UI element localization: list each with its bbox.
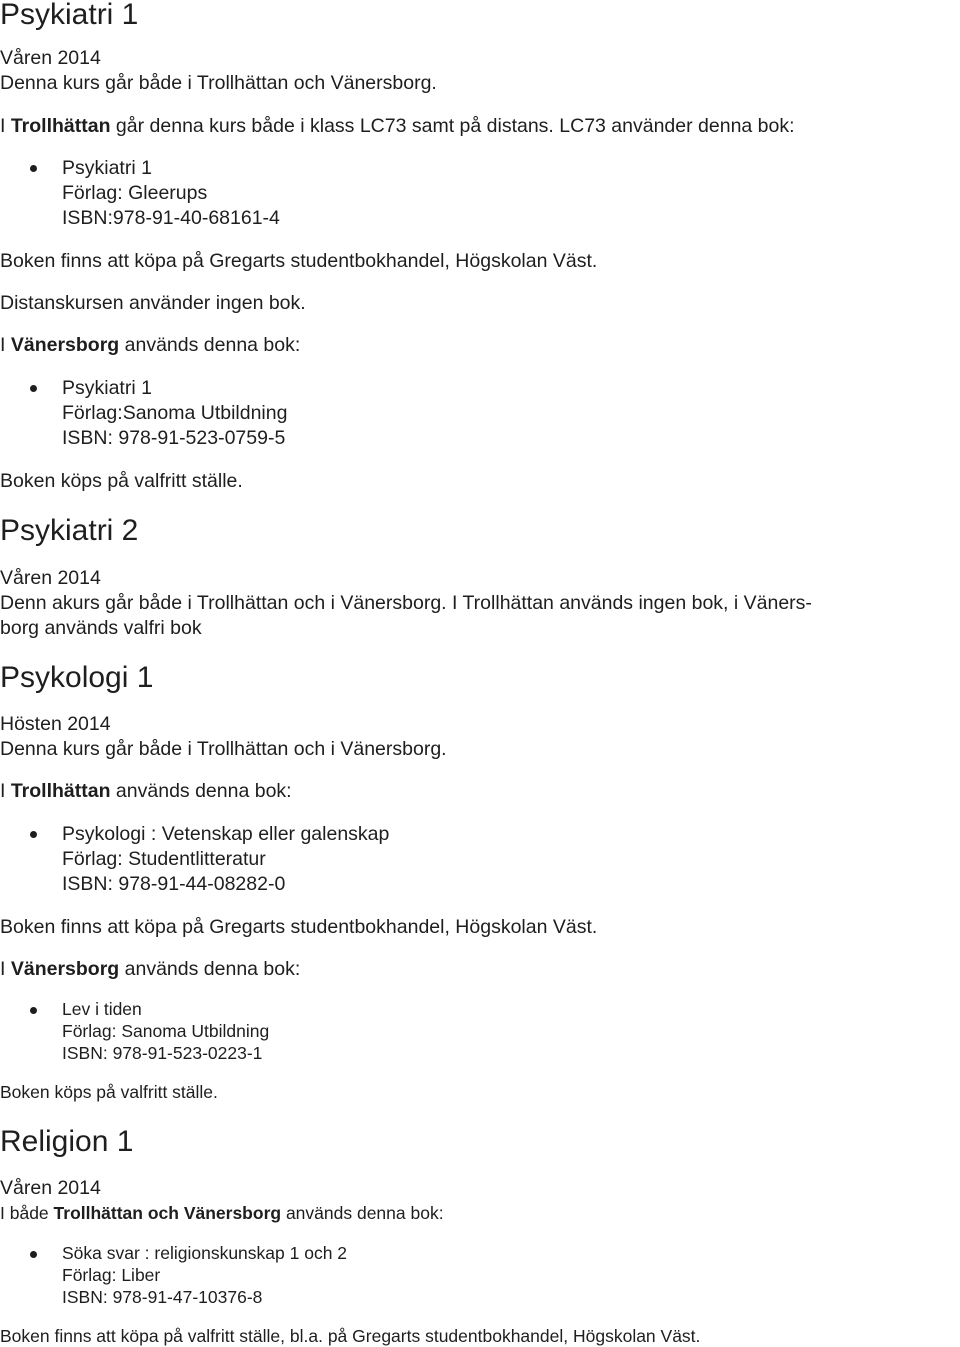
purchase-info: Boken finns att köpa på valfritt ställe, bl.a. på Gregarts studentbokhandel, Högskolan Väst. [0, 1326, 701, 1346]
statement-rest: går denna kurs både i klass LC73 samt på distans. LC73 använder denna bok: [110, 115, 795, 137]
purchase-info: Boken finns att köpa på Gregarts studentbokhandel, Högskolan Väst. [0, 250, 598, 272]
city-names: Trollhättan och Vänersborg [53, 1203, 282, 1223]
description-line-2: borg används valfri bok [0, 617, 202, 639]
trollhattan-statement [0, 115, 795, 137]
city-name: Vänersborg [10, 334, 120, 356]
bullet-icon [30, 831, 37, 838]
intro-text: Denna kurs går både i Trollhättan och Vänersborg. [0, 72, 437, 94]
purchase-info: Boken köps på valfritt ställe. [0, 1082, 218, 1102]
prefix: I [0, 115, 11, 137]
book-isbn: ISBN: 978-91-523-0223-1 [62, 1043, 263, 1063]
vanersborg-statement [0, 334, 300, 356]
book-isbn: ISBN: 978-91-47-10376-8 [62, 1287, 263, 1307]
book-publisher: Förlag: Sanoma Utbildning [62, 1021, 270, 1041]
bullet-icon [30, 1007, 37, 1014]
prefix: I [0, 780, 11, 802]
book-isbn: ISBN: 978-91-523-0759-5 [62, 427, 286, 449]
bullet-icon [30, 165, 37, 172]
book-isbn: ISBN:978-91-40-68161-4 [62, 207, 280, 229]
city-name: Trollhättan [10, 780, 111, 802]
term: Våren 2014 [0, 567, 101, 589]
book-publisher: Förlag:Sanoma Utbildning [62, 402, 288, 424]
book-title: Psykiatri 1 [62, 157, 152, 179]
section-title-psykiatri-1: Psykiatri 1 [0, 0, 139, 31]
distance-info: Distanskursen använder ingen bok. [0, 292, 306, 314]
bullet-icon [30, 1251, 37, 1258]
vanersborg-statement [0, 958, 300, 980]
statement-rest: används denna bok: [119, 334, 301, 356]
book-title: Söka svar : religionskunskap 1 och 2 [62, 1243, 348, 1263]
purchase-info: Boken köps på valfritt ställe. [0, 470, 243, 492]
book-publisher: Förlag: Studentlitteratur [62, 848, 266, 870]
bullet-icon [30, 385, 37, 392]
section-title-psykiatri-2: Psykiatri 2 [0, 514, 139, 547]
section-title-psykologi-1: Psykologi 1 [0, 661, 154, 694]
term: Hösten 2014 [0, 713, 111, 735]
description-line-1: Denn akurs går både i Trollhättan och i Vänersborg. I Trollhättan används ingen bok, i Väners- [0, 592, 812, 614]
statement-rest: används denna bok: [110, 780, 292, 802]
prefix: I [0, 334, 11, 356]
book-publisher: Förlag: Gleerups [62, 182, 208, 204]
term: Våren 2014 [0, 47, 101, 69]
book-title: Psykiatri 1 [62, 377, 152, 399]
book-title: Lev i tiden [62, 999, 142, 1019]
purchase-info: Boken finns att köpa på Gregarts studentbokhandel, Högskolan Väst. [0, 916, 598, 938]
both-cities-statement [0, 1203, 444, 1223]
book-publisher: Förlag: Liber [62, 1265, 161, 1285]
statement-rest: används denna bok: [119, 958, 301, 980]
intro-text: Denna kurs går både i Trollhättan och i Vänersborg. [0, 738, 447, 760]
prefix: I både [0, 1203, 54, 1223]
section-title-religion-1: Religion 1 [0, 1125, 134, 1158]
city-name: Vänersborg [10, 958, 120, 980]
statement-rest: används denna bok: [281, 1203, 444, 1223]
term: Våren 2014 [0, 1177, 101, 1199]
book-isbn: ISBN: 978-91-44-08282-0 [62, 873, 286, 895]
city-name: Trollhättan [10, 115, 111, 137]
trollhattan-statement [0, 780, 292, 802]
book-title: Psykologi : Vetenskap eller galenskap [62, 823, 390, 845]
prefix: I [0, 958, 11, 980]
